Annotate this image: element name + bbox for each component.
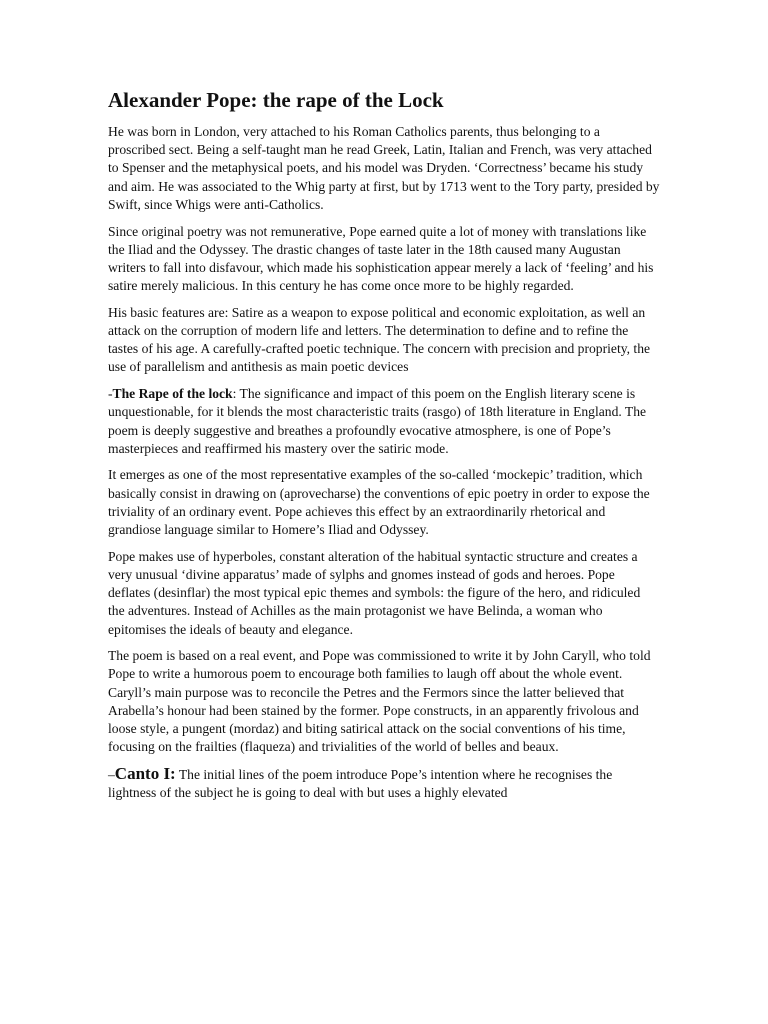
section-prefix: - <box>108 386 113 402</box>
paragraph-reputation: Since original poetry was not remunerative, Pope earned quite a lot of money with translations like the Iliad and the Odyssey. The drastic changes of taste later in the 18th caused many Augustan writers to fall into disfavour, which made his sophistication appear merely a lack of ‘feeling’ and his satire merely malicious. In this century he has come once more to be highly regarded. <box>108 223 654 294</box>
section-label-rape-of-the-lock: The Rape of the lock <box>112 386 233 402</box>
paragraph-rape-of-the-lock <box>108 385 660 458</box>
canto-prefix: – <box>108 767 115 782</box>
section-text: : The significance and impact of this poem on the English literary scene is unquestionable, for it blends the most characteristic traits (rasgo) of 18th literature in England. The poem is deeply suggestive and breathes a profoundly evocative atmosphere, is one of Pope’s masterpieces and reaffirmed his mastery over the satiric mode. <box>108 386 647 456</box>
paragraph-canto-one <box>108 765 660 802</box>
section-label-canto-one: Canto I: <box>114 764 176 783</box>
paragraph-biography: He was born in London, very attached to his Roman Catholics parents, thus belonging to a proscribed sect. Being a self-taught man he read Greek, Latin, Italian and French, was very attached to Spenser and the metaphysical poets, and his model was Dryden. ‘Correctness’ became his study and aim. He was associated to the Whig party at first, but by 1713 went to the Tory party, presided by Swift, since Whigs were anti-Catholics. <box>108 124 660 212</box>
canto-text: The initial lines of the poem introduce Pope’s intention where he recognises the lightness of the subject he is going to deal with but uses a highly elevated <box>108 767 613 801</box>
document-title: Alexander Pope: the rape of the Lock <box>108 88 444 112</box>
paragraph-hyperboles: Pope makes use of hyperboles, constant alteration of the habitual syntactic structure and creates a very unusual ‘divine apparatus’ made of sylphs and gnomes instead of gods and heroes. Pope deflates (desinflar) the most typical epic themes and symbols: the figure of the hero, and ridiculed the adventures. Instead of Achilles as the main protagonist we have Belinda, a woman who epitomises the ideals of beauty and elegance. <box>108 548 641 637</box>
paragraph-real-event: The poem is based on a real event, and Pope was commissioned to write it by John Caryll, who told Pope to write a humorous poem to encourage both families to laugh off about the whole event. Caryll’s main purpose was to reconcile the Petres and the Fermors since the latter believed that Arabella’s honour had been stained by the former. Pope constructs, in an apparently frivolous and loose style, a pungent (mordaz) and biting satirical attack on the social conventions of his time, focusing on the frailties (flaqueza) and trivialities of the world of belles and beaux. <box>108 648 651 755</box>
document-page <box>108 86 660 811</box>
paragraph-mockepic: It emerges as one of the most representative examples of the so-called ‘mockepic’ tradition, which basically consist in drawing on (aprovecharse) the conventions of epic poetry in order to expose the triviality of an ordinary event. Pope achieves this effect by an extraordinarily rhetorical and grandiose language similar to Homere’s Iliad and Odyssey. <box>108 467 650 538</box>
paragraph-features: His basic features are: Satire as a weapon to expose political and economic exploitation, as well an attack on the corruption of modern life and letters. The determination to define and to refine the tastes of his age. A carefully-crafted poetic technique. The concern with precision and propriety, the use of parallelism and antithesis as main poetic devices <box>108 304 651 375</box>
